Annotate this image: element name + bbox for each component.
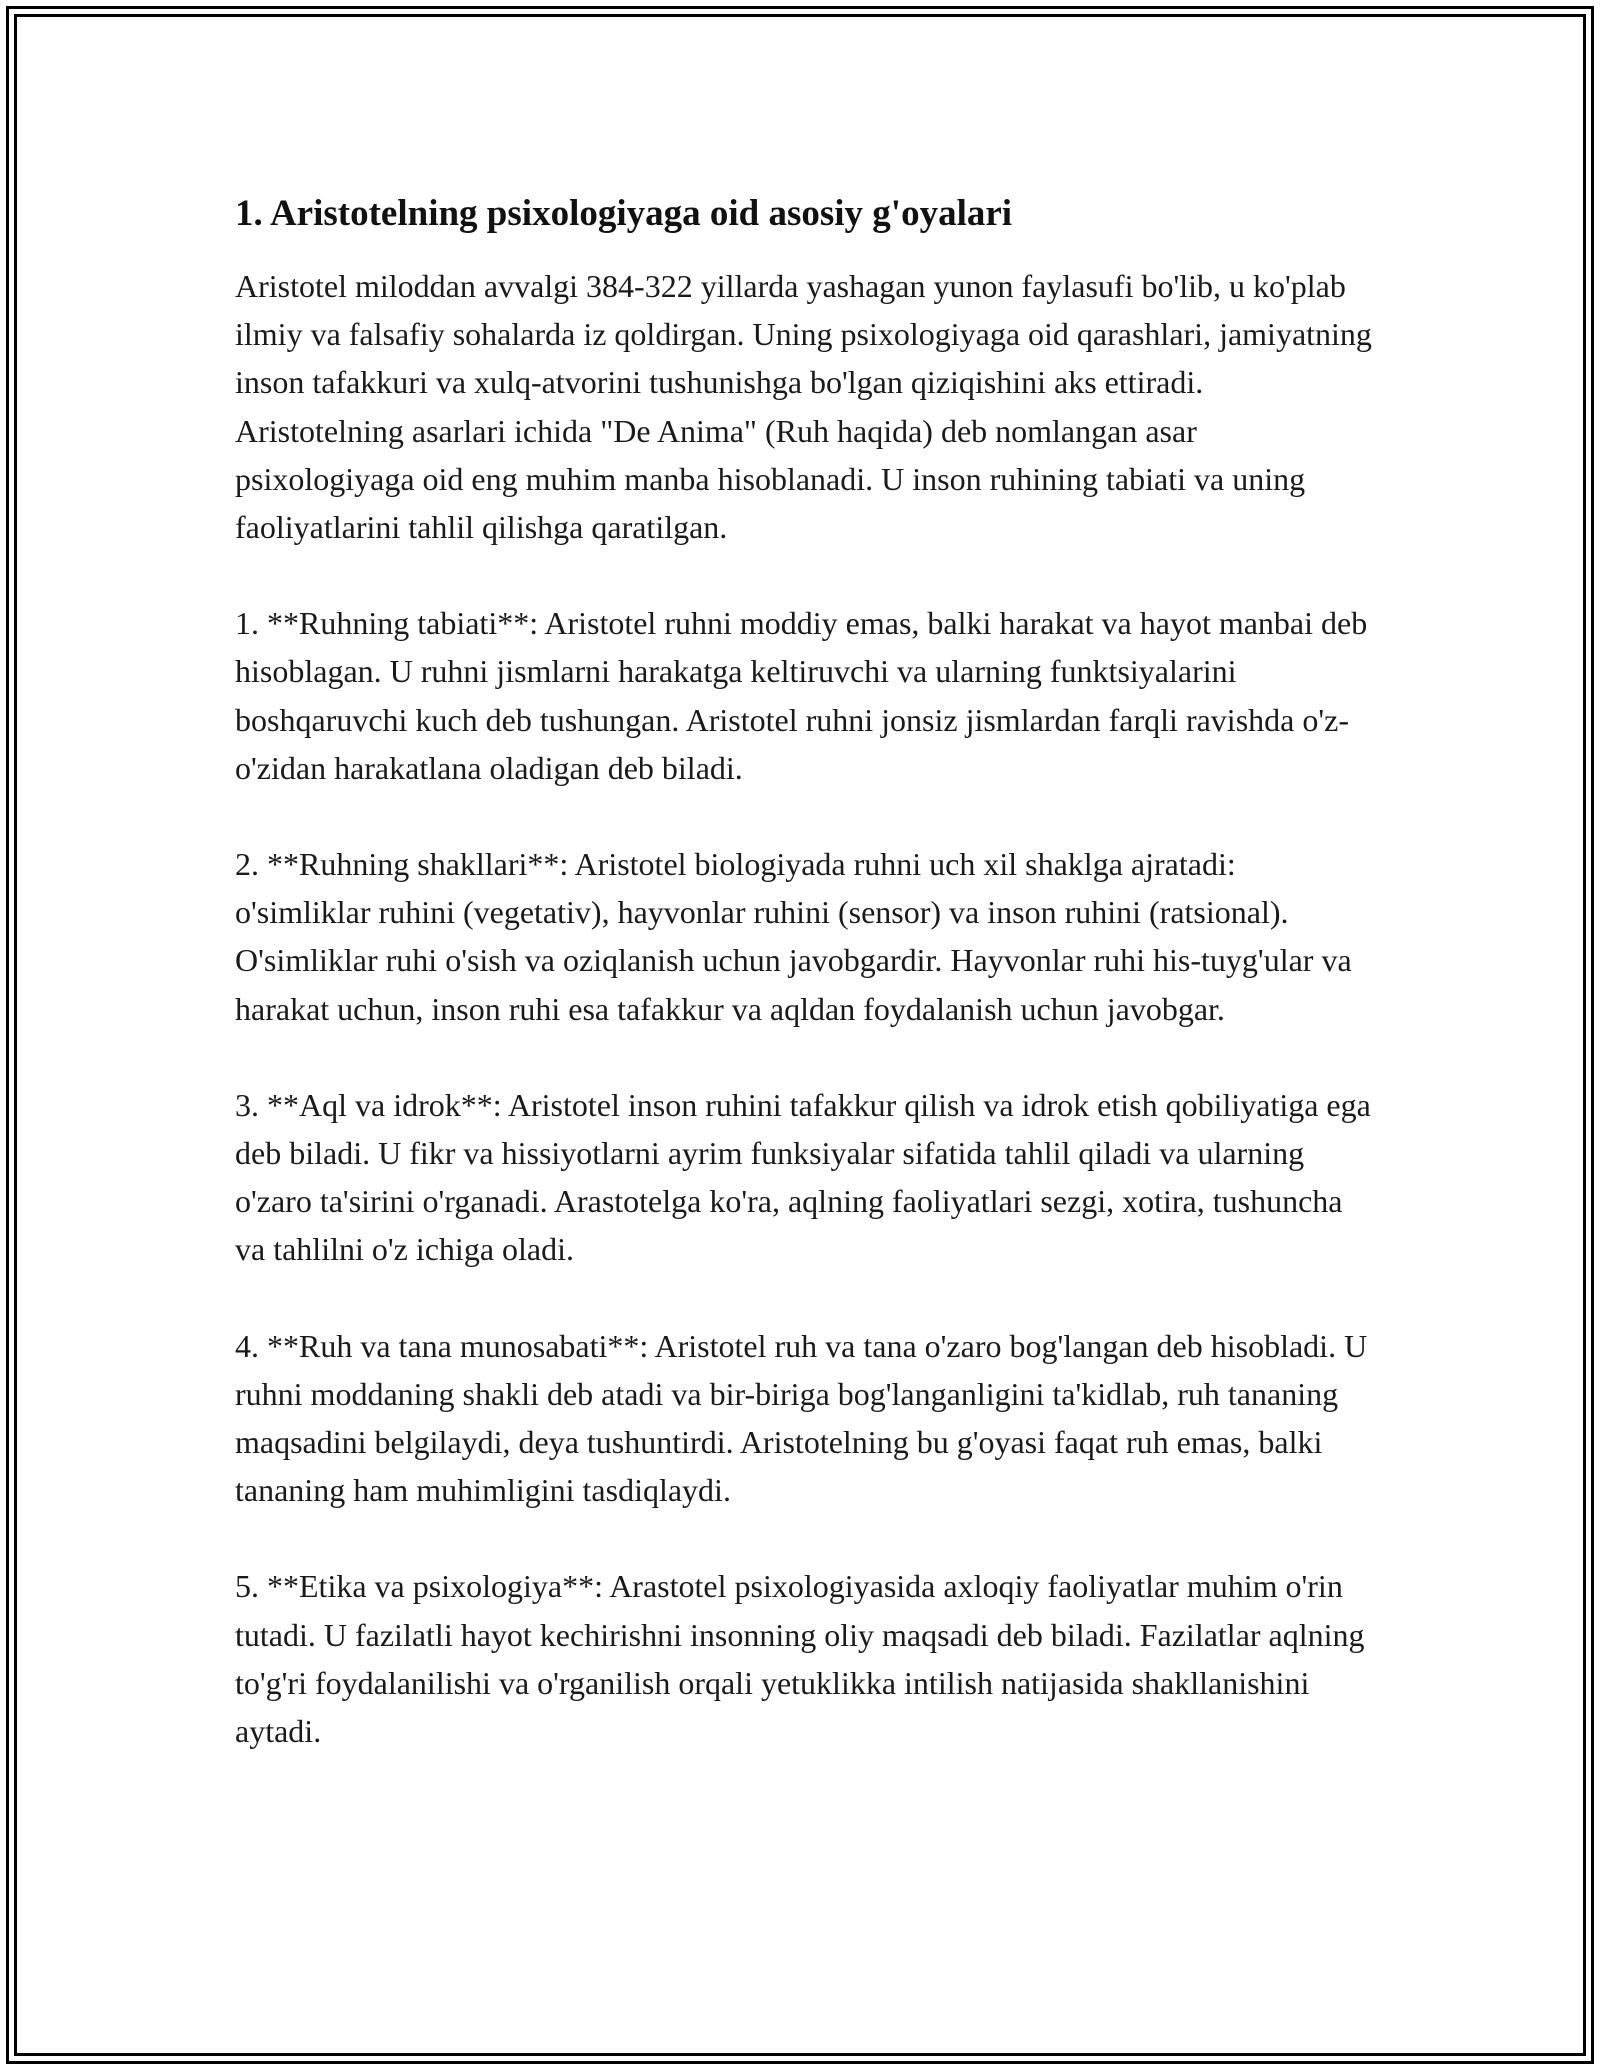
- paragraph-intro: Aristotel miloddan avvalgi 384-322 yillarda yashagan yunon faylasufi bo'lib, u ko'plab ilmiy va falsafiy sohalarda iz qoldirgan. Uning psixologiyaga oid qarashlari, jamiyatning inson tafakkuri va xulq-atvorini tushunishga bo'lgan qiziqishini aks ettiradi. Aristotelning asarlari ichida "De Anima" (Ruh haqida) deb nomlangan asar psixologiyaga oid eng muhim manba hisoblanadi. U inson ruhining tabiati va uning faoliyatlarini tahlil qilishga qaratilgan.: [235, 268, 1372, 546]
- paragraph-point-1: 1. **Ruhning tabiati**: Aristotel ruhni moddiy emas, balki harakat va hayot manbai deb hisoblagan. U ruhni jismlarni harakatga keltiruvchi va ularning funktsiyalarini boshqaruvchi kuch deb tushungan. Aristotel ruhni jonsiz jismlardan farqli ravishda o'z-o'zidan harakatlana oladigan deb biladi.: [235, 605, 1368, 786]
- paragraph-point-3: 3. **Aql va idrok**: Aristotel inson ruhini tafakkur qilish va idrok etish qobiliyatiga ega deb biladi. U fikr va hissiyotlarni ayrim funksiyalar sifatida tahlil qiladi va ularning o'zaro ta'sirini o'rganadi. Arastotelga ko'ra, aqlning faoliyatlari sezgi, xotira, tushuncha va tahlilni o'z ichiga oladi.: [235, 1086, 1371, 1268]
- section-heading: 1. Aristotelning psixologiyaga oid asosiy g'oyalari: [235, 193, 1013, 234]
- paragraph-point-5: 5. **Etika va psixologiya**: Arastotel psixologiyasida axloqiy faoliyatlar muhim o'rin tutadi. U fazilatli hayot kechirishni insonning oliy maqsadi deb biladi. Fazilatlar aqlning to'g'ri foydalanilishi va o'rganilish orqali yetuklikka intilish natijasida shakllanishini aytadi.: [235, 1568, 1365, 1750]
- document-body: [235, 188, 1375, 1803]
- paragraph-point-4: 4. **Ruh va tana munosabati**: Aristotel ruh va tana o'zaro bog'langan deb hisobladi. U ruhni moddaning shakli deb atadi va bir-biriga bog'langanligini ta'kidlab, ruh tananing maqsadini belgilaydi, deya tushuntirdi. Aristotelning bu g'oyasi faqat ruh emas, balki tananing ham muhimligini tasdiqlaydi.: [235, 1327, 1368, 1509]
- paragraph-point-2: 2. **Ruhning shakllari**: Aristotel biologiyada ruhni uch xil shaklga ajratadi: o'simliklar ruhini (vegetativ), hayvonlar ruhini (sensor) va inson ruhini (ratsional). O'simliklar ruhi o'sish va oziqlanish uchun javobgardir. Hayvonlar ruhi his-tuyg'ular va harakat uchun, inson ruhi esa tafakkur va aqldan foydalanish uchun javobgar.: [235, 846, 1352, 1027]
